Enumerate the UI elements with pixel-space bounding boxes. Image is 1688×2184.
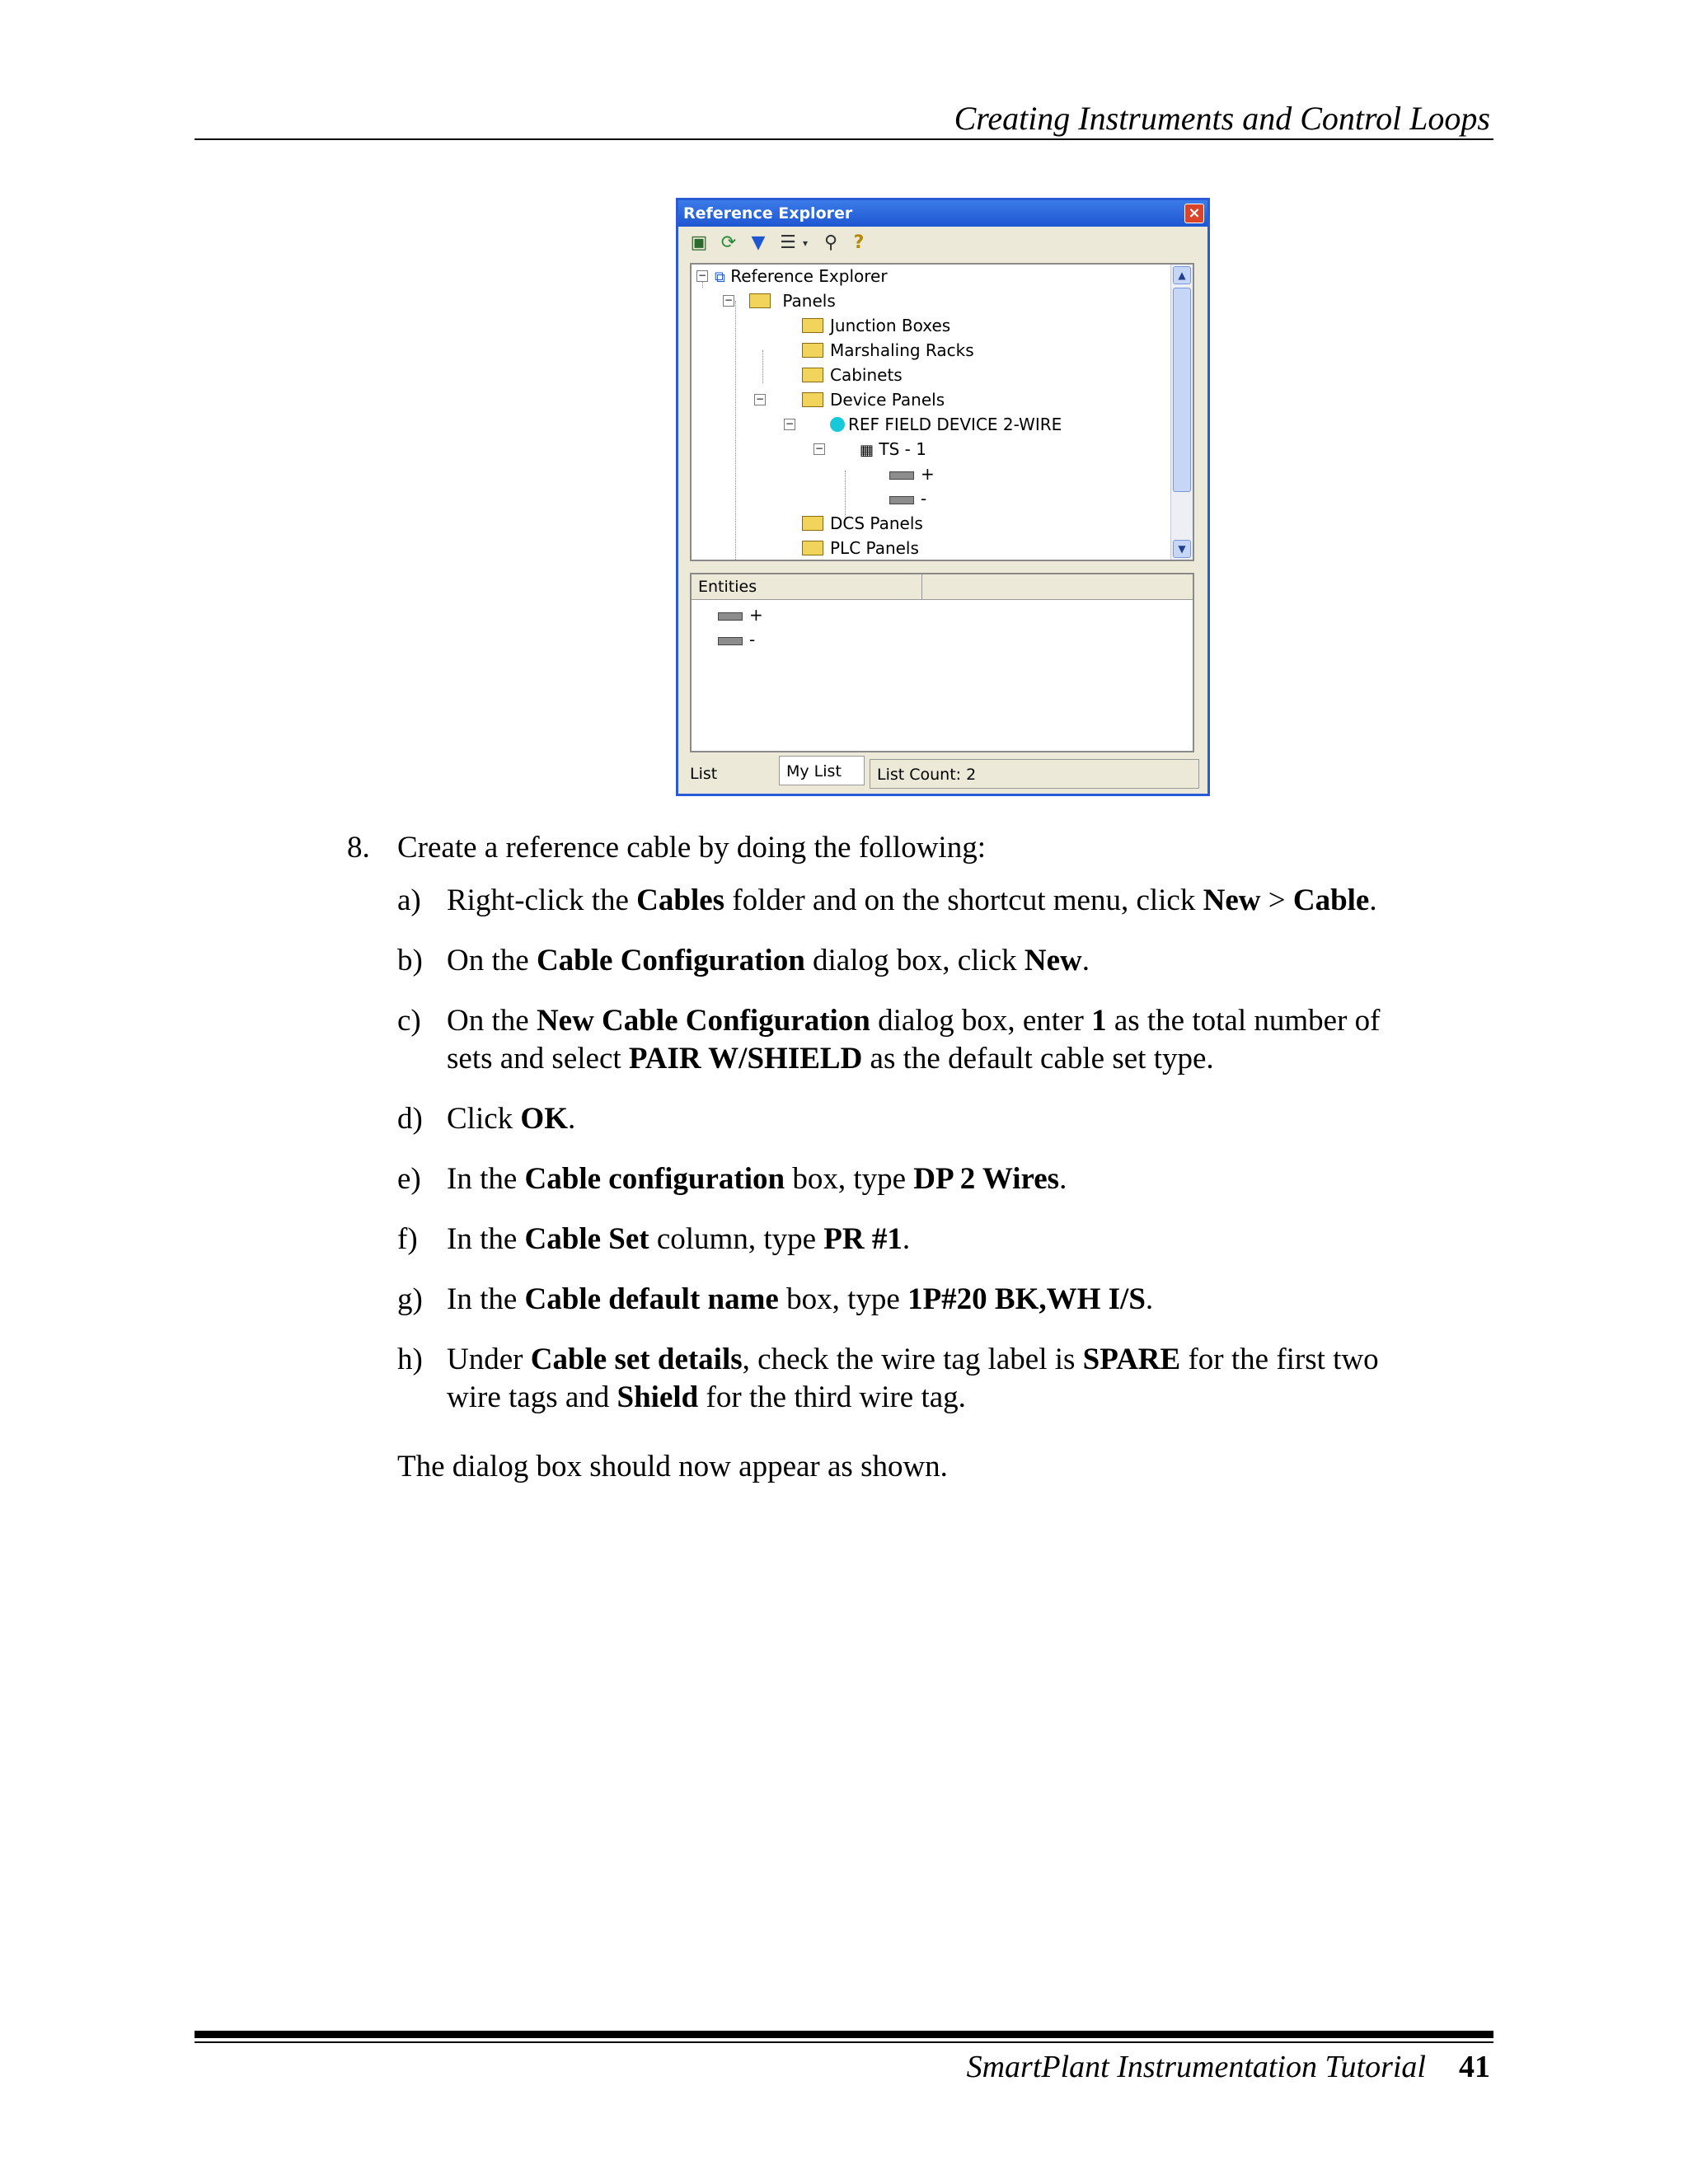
tree-node-label: TS - 1: [879, 439, 926, 459]
substep-label: h): [397, 1343, 423, 1376]
substep-a: Right-click the Cables folder and on the shortcut menu, click New > Cable.: [447, 883, 1377, 917]
tree-node-dcs-panels[interactable]: [802, 512, 923, 535]
footer-divider-thin: [195, 2041, 1493, 2043]
entity-label: +: [749, 605, 763, 625]
collapse-icon[interactable]: −: [755, 393, 765, 405]
tree-node-marshaling-racks[interactable]: [802, 339, 974, 362]
entity-label: -: [749, 630, 756, 649]
substep-h: Under Cable set details, check the wire tag label is SPARE for the first two: [447, 1343, 1379, 1376]
explorer-statusbar: [678, 756, 1207, 792]
tree-node-label: -: [921, 489, 927, 509]
tree-node-terminal-plus[interactable]: [889, 462, 935, 485]
window-title: Reference Explorer: [683, 204, 853, 223]
folder-icon: [802, 368, 823, 382]
footer-title: SmartPlant Instrumentation Tutorial: [966, 2050, 1426, 2084]
substep-label: b): [397, 944, 423, 977]
substep-h-continued: wire tags and Shield for the third wire tag.: [447, 1380, 966, 1414]
tree-node-root[interactable]: [696, 265, 888, 288]
terminal-icon: [889, 496, 914, 504]
footer-divider: [195, 2031, 1493, 2038]
header-divider: [195, 138, 1493, 140]
tree-node-label: REF FIELD DEVICE 2-WIRE: [848, 415, 1062, 434]
entities-list[interactable]: [690, 573, 1194, 752]
substep-label: g): [397, 1282, 423, 1316]
properties-icon[interactable]: ▣: [690, 232, 708, 253]
refresh-icon[interactable]: ⟳: [720, 232, 737, 253]
folder-open-icon: [749, 293, 771, 308]
tree-node-plc-panels[interactable]: [802, 537, 919, 560]
substep-label: f): [397, 1222, 418, 1256]
substep-label: a): [397, 883, 421, 917]
tree-node-panels[interactable]: [723, 289, 836, 312]
folder-open-icon: [802, 392, 823, 407]
terminal-icon: [889, 471, 914, 480]
collapse-icon[interactable]: −: [785, 418, 795, 429]
substep-c-continued: sets and select PAIR W/SHIELD as the default cable set type.: [447, 1042, 1214, 1076]
tree-node-label: Panels: [782, 291, 836, 311]
page-number: 41: [1459, 2050, 1490, 2084]
folder-icon: [802, 318, 823, 333]
tree-node-cabinets[interactable]: [802, 363, 903, 387]
scroll-thumb[interactable]: [1173, 288, 1191, 492]
tree-node-label: Marshaling Racks: [830, 340, 974, 360]
explorer-root-icon: ⧉: [715, 269, 725, 286]
collapse-icon[interactable]: −: [814, 443, 824, 454]
tree-node-label: Device Panels: [830, 390, 945, 410]
terminal-icon: [718, 612, 743, 621]
substep-b: On the Cable Configuration dialog box, click New.: [447, 944, 1090, 977]
reference-explorer-window: [676, 198, 1210, 796]
entities-column-header[interactable]: Entities: [692, 574, 922, 599]
tree-node-device[interactable]: [784, 413, 1062, 436]
substep-g: In the Cable default name box, type 1P#20 BK,WH I/S.: [447, 1282, 1154, 1316]
entities-column-header-2[interactable]: [922, 574, 1194, 599]
step-number: 8.: [347, 831, 370, 865]
close-icon[interactable]: ×: [1184, 204, 1204, 223]
folder-icon: [802, 343, 823, 358]
tree-node-label: DCS Panels: [830, 513, 923, 533]
tab-my-list[interactable]: My List: [779, 756, 865, 785]
window-titlebar: [678, 200, 1207, 227]
tree-node-terminal-minus[interactable]: [889, 487, 926, 510]
entities-header: [692, 574, 1193, 600]
device-status-icon: [830, 417, 845, 432]
substep-f: In the Cable Set column, type PR #1.: [447, 1222, 911, 1256]
tree-node-label: Cabinets: [830, 365, 903, 385]
substep-label: e): [397, 1162, 421, 1196]
closing-paragraph: The dialog box should now appear as shown.: [397, 1450, 948, 1483]
tree-node-device-panels[interactable]: [754, 388, 945, 411]
tree-scrollbar[interactable]: [1170, 265, 1193, 560]
substep-c: On the New Cable Configuration dialog box, enter 1 as the total number of: [447, 1004, 1381, 1038]
entity-item[interactable]: [718, 629, 755, 650]
tree-connector: [762, 350, 763, 383]
tree-node-label: +: [921, 464, 935, 484]
tree-node-label: Reference Explorer: [730, 266, 888, 286]
substep-d: Click OK.: [447, 1102, 576, 1136]
entity-item[interactable]: [718, 604, 763, 626]
explorer-toolbar: [678, 227, 1207, 260]
help-icon[interactable]: ?: [853, 232, 865, 253]
collapse-icon[interactable]: −: [697, 269, 707, 281]
scroll-up-icon[interactable]: ▲: [1173, 266, 1191, 284]
substep-label: c): [397, 1004, 421, 1038]
tree-node-strip[interactable]: [814, 438, 926, 461]
tree-node-junction-boxes[interactable]: [802, 314, 950, 337]
view-icon[interactable]: ☰: [780, 232, 796, 253]
scroll-down-icon[interactable]: ▼: [1173, 540, 1191, 558]
list-count-status: List Count: 2: [870, 759, 1199, 789]
filter-icon[interactable]: ▼: [751, 232, 766, 253]
dropdown-icon[interactable]: ▾: [802, 237, 809, 249]
substep-e: In the Cable configuration box, type DP 2 Wires.: [447, 1162, 1067, 1196]
page-header-title: Creating Instruments and Control Loops: [954, 100, 1490, 137]
step-intro: Create a reference cable by doing the following:: [397, 831, 986, 865]
folder-icon: [802, 541, 823, 555]
tree-node-label: PLC Panels: [830, 538, 919, 558]
tab-list[interactable]: List: [690, 765, 718, 783]
substep-label: d): [397, 1102, 423, 1136]
reference-tree[interactable]: [690, 263, 1194, 561]
terminal-icon: [718, 637, 743, 645]
tree-connector: [735, 301, 736, 561]
tree-node-label: Junction Boxes: [830, 316, 951, 335]
collapse-icon[interactable]: −: [724, 294, 734, 306]
find-icon[interactable]: ⚲: [823, 232, 838, 253]
folder-icon: [802, 516, 823, 531]
terminal-strip-icon: ▦: [860, 442, 874, 459]
